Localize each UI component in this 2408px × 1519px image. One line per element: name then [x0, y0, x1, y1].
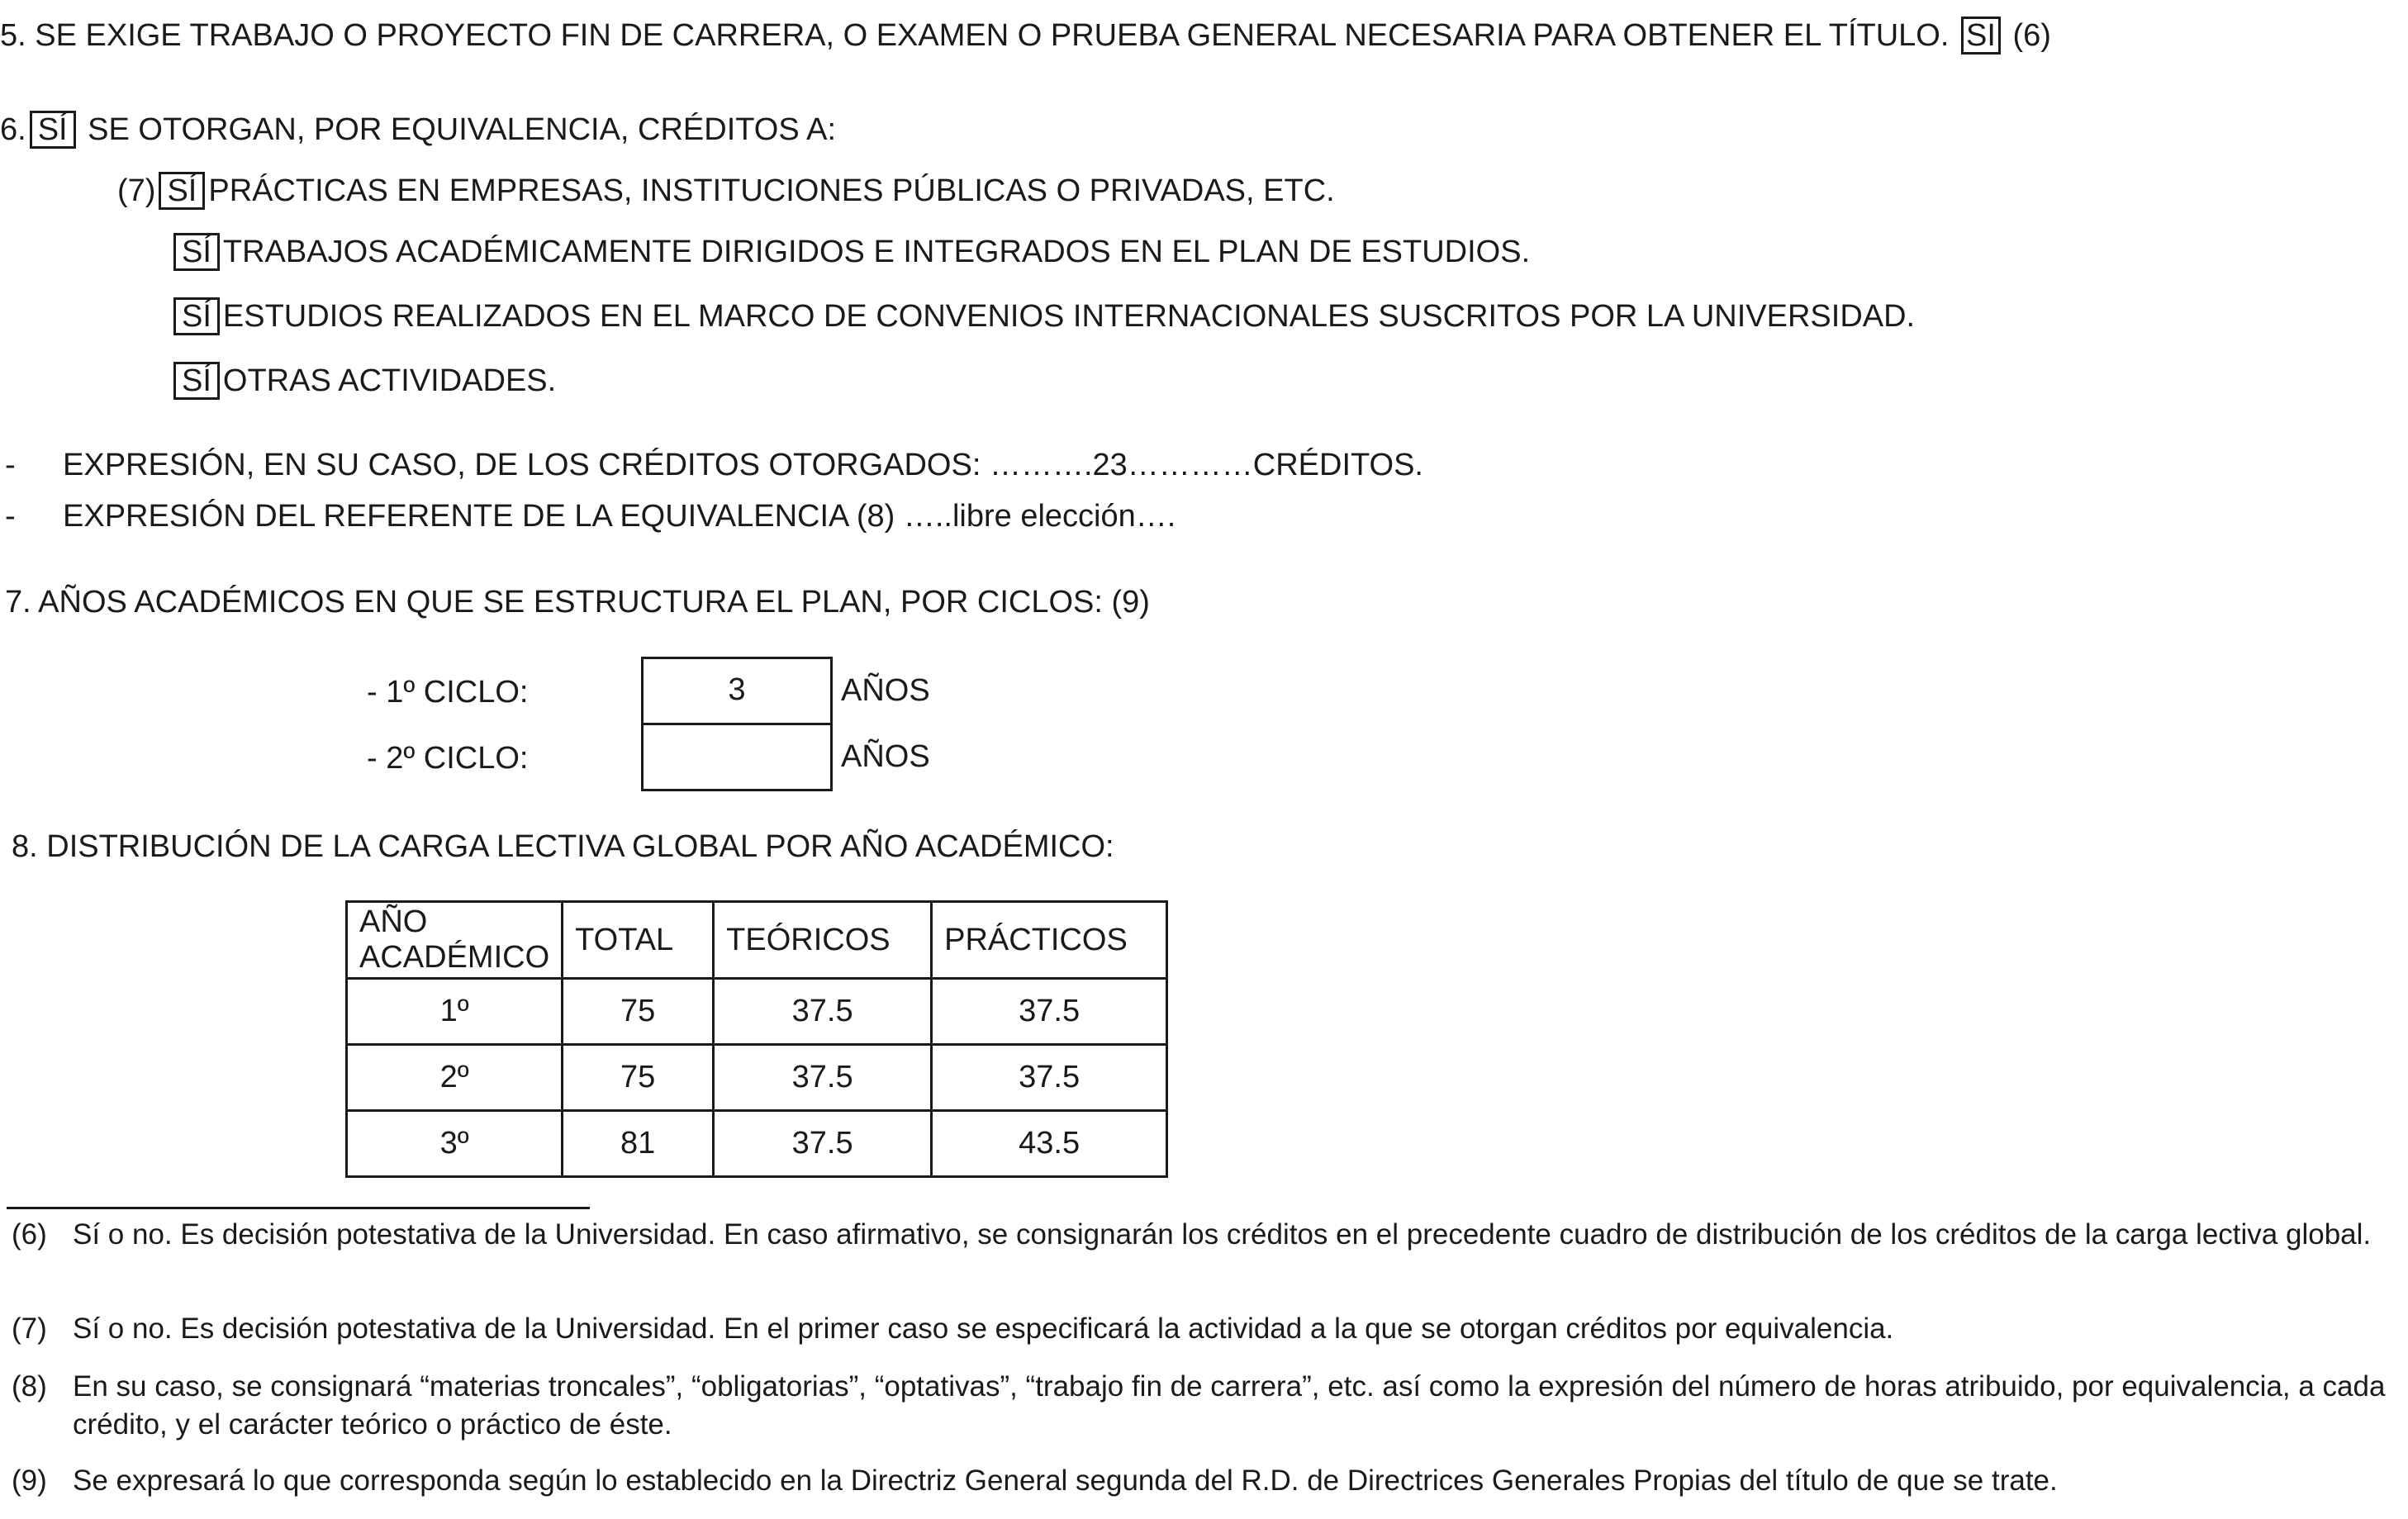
footnote-text: Se expresará lo que corresponda según lo establecido en la Directriz General segunda del R.D. de Directrices Generales Propias del título de que se trate. — [73, 1464, 2058, 1497]
item-checkbox: SÍ — [173, 362, 220, 400]
section-8-title: 8. DISTRIBUCIÓN DE LA CARGA LECTIVA GLOBAL POR AÑO ACADÉMICO: — [12, 829, 1114, 864]
section-6-heading — [0, 111, 836, 149]
footnote-divider — [7, 1207, 590, 1209]
cell-theory: 37.5 — [714, 1045, 932, 1111]
equivalence-reference — [5, 497, 1176, 535]
footnote-6 — [12, 1216, 2399, 1254]
cell-practice: 43.5 — [932, 1111, 1167, 1177]
cell-practice: 37.5 — [932, 1045, 1167, 1111]
bullet-dash: - — [5, 448, 16, 482]
table-row — [347, 1111, 1167, 1177]
cell-total: 81 — [563, 1111, 714, 1177]
equivalence-reference-text: EXPRESIÓN DEL REFERENTE DE LA EQUIVALENCIA (8) …..libre elección…. — [63, 499, 1176, 534]
section-5-text: 5. SE EXIGE TRABAJO O PROYECTO FIN DE CARRERA, O EXAMEN O PRUEBA GENERAL NECESARIA PARA OBTENER EL TÍTULO. — [0, 18, 1950, 53]
section-7-title: 7. AÑOS ACADÉMICOS EN QUE SE ESTRUCTURA EL PLAN, POR CICLOS: (9) — [5, 585, 1150, 619]
footnote-8 — [12, 1368, 2399, 1444]
ciclo-1-years-box: 3 — [641, 657, 833, 725]
table-row — [347, 1045, 1167, 1111]
cell-year: 3º — [347, 1111, 563, 1177]
item-text: PRÁCTICAS EN EMPRESAS, INSTITUCIONES PÚBLICAS O PRIVADAS, ETC. — [208, 173, 1335, 208]
credits-expression — [5, 446, 1423, 484]
cell-total: 75 — [563, 1045, 714, 1111]
section-6-text: SE OTORGAN, POR EQUIVALENCIA, CRÉDITOS A: — [88, 112, 837, 147]
header-year: AÑO ACADÉMICO — [347, 902, 563, 979]
footnote-text: En su caso, se consignará “materias troncales”, “obligatorias”, “optativas”, “trabajo fin de carrera”, etc. así como la expresión del número de horas atribuido, por equivalencia, a cada crédito, y el carácter teórico o práctico de éste. — [73, 1370, 2386, 1441]
header-theory: TEÓRICOS — [714, 902, 932, 979]
cell-theory: 37.5 — [714, 979, 932, 1045]
section-5 — [0, 17, 2051, 55]
section-5-checkbox: SI — [1961, 17, 2001, 55]
item-checkbox: SÍ — [173, 297, 220, 335]
cell-year: 2º — [347, 1045, 563, 1111]
ciclo-2-years-box — [641, 723, 833, 791]
footnote-text: Sí o no. Es decisión potestativa de la Universidad. En el primer caso se especificará la actividad a la que se otorgan créditos por equivalencia. — [73, 1313, 1894, 1345]
footnote-9 — [12, 1462, 2399, 1500]
footnote-number: (6) — [12, 1218, 47, 1251]
item-checkbox: SÍ — [173, 233, 220, 271]
item-text: ESTUDIOS REALIZADOS EN EL MARCO DE CONVENIOS INTERNACIONALES SUSCRITOS POR LA UNIVERSIDAD. — [222, 299, 1916, 334]
ciclo-1-label: - 1º CICLO: — [367, 675, 529, 710]
item-checkbox: SÍ — [159, 172, 205, 210]
item-text: OTRAS ACTIVIDADES. — [222, 363, 557, 398]
footnote-text: Sí o no. Es decisión potestativa de la Universidad. En caso afirmativo, se consignarán los créditos en el precedente cuadro de distribución de los créditos de la carga lectiva global. — [73, 1218, 2372, 1251]
cell-total: 75 — [563, 979, 714, 1045]
bullet-dash: - — [5, 499, 16, 534]
table-row — [347, 979, 1167, 1045]
ciclo-2-unit: AÑOS — [841, 739, 930, 774]
workload-table — [345, 900, 1168, 1178]
cell-year: 1º — [347, 979, 563, 1045]
section-6-item — [170, 362, 556, 400]
ciclo-2-label: - 2º CICLO: — [367, 741, 529, 776]
section-6-item — [170, 233, 1530, 271]
footnote-number: (9) — [12, 1464, 47, 1497]
section-6-item — [117, 172, 1335, 210]
cell-practice: 37.5 — [932, 979, 1167, 1045]
ciclo-1-unit: AÑOS — [841, 673, 930, 708]
header-total: TOTAL — [563, 902, 714, 979]
footnote-number: (8) — [12, 1370, 47, 1403]
item-text: TRABAJOS ACADÉMICAMENTE DIRIGIDOS E INTEGRADOS EN EL PLAN DE ESTUDIOS. — [222, 235, 1531, 269]
cell-theory: 37.5 — [714, 1111, 932, 1177]
section-5-ref: (6) — [2012, 18, 2051, 53]
section-6-number: 6. — [0, 112, 26, 147]
table-header-row — [347, 902, 1167, 979]
item-ref: (7) — [117, 173, 156, 208]
footnote-number: (7) — [12, 1313, 47, 1345]
section-6-checkbox: SÍ — [30, 111, 76, 149]
header-practice: PRÁCTICOS — [932, 902, 1167, 979]
footnote-7 — [12, 1310, 2399, 1348]
section-6-item — [170, 297, 1915, 335]
credits-expression-text: EXPRESIÓN, EN SU CASO, DE LOS CRÉDITOS OTORGADOS: ……….23…………CRÉDITOS. — [63, 448, 1423, 482]
